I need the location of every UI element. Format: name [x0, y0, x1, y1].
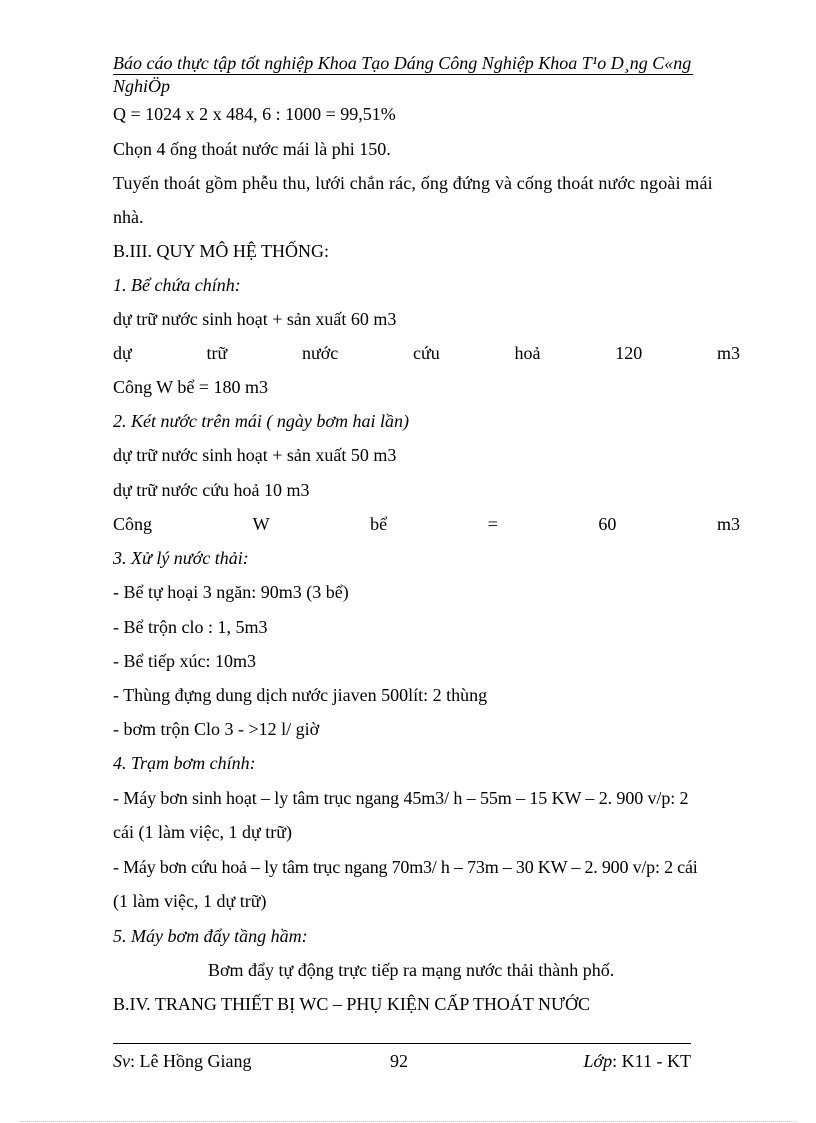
page-number: 92 — [390, 1051, 408, 1071]
running-header-continuation: NghiÖp — [113, 76, 171, 96]
student-name: : Lê Hồng Giang — [130, 1051, 252, 1071]
class-label: Lớp — [583, 1051, 613, 1071]
word: m3 — [716, 343, 740, 363]
drainage-line-2: nhà. — [113, 207, 144, 227]
word: hoả — [514, 343, 541, 363]
subheading-roof-tank: 2. Két nước trên mái ( ngày bơm hai lần) — [113, 411, 409, 431]
pump-item-1-line-2: cái (1 làm việc, 1 dự trữ) — [113, 822, 292, 842]
pump-item-1-line-1: - Máy bơn sinh hoạt – ly tâm trục ngang 45m3/ h – 55m – 15 KW – 2. 900 v/p: 2 — [113, 788, 689, 808]
wastewater-item: - Bể trộn clo : 1, 5m3 — [113, 617, 268, 637]
word: trữ — [206, 343, 228, 363]
pipe-choice-line: Chọn 4 ống thoát nước mái là phi 150. — [113, 139, 391, 159]
word: 120 — [615, 343, 643, 363]
page-edge-dotted-line — [20, 1121, 796, 1122]
wastewater-item: - Bể tự hoại 3 ngăn: 90m3 (3 bể) — [113, 582, 349, 602]
main-tank-line-1: dự trữ nước sinh hoạt + sản xuất 60 m3 — [113, 309, 397, 329]
subheading-main-tank: 1. Bể chứa chính: — [113, 275, 241, 295]
word: m3 — [716, 514, 740, 534]
drainage-line-1: Tuyến thoát gồm phễu thu, lưới chắn rác, ống đứng và cống thoát nước ngoài mái — [113, 173, 713, 193]
section-heading-b4: B.IV. TRANG THIẾT BỊ WC – PHỤ KIỆN CẤP THOÁT NƯỚC — [113, 994, 590, 1014]
wastewater-item: - bơm trộn Clo 3 - >12 l/ giờ — [113, 719, 320, 739]
roof-tank-line-3 — [113, 513, 740, 535]
running-header: Báo cáo thực tập tốt nghiệp Khoa Tạo Dáng Công Nghiệp Khoa T¹o D¸ng C«ng — [113, 53, 692, 73]
formula-line: Q = 1024 x 2 x 484, 6 : 1000 = 99,51% — [113, 104, 396, 124]
student-info — [113, 1050, 251, 1072]
class-value: : K11 - KT — [612, 1051, 691, 1071]
main-tank-line-2 — [113, 342, 740, 364]
word: dự — [113, 343, 132, 363]
word: 60 — [598, 514, 617, 534]
roof-tank-line-2: dự trữ nước cứu hoả 10 m3 — [113, 480, 310, 500]
pump-item-2-line-1: - Máy bơn cứu hoả – ly tâm trục ngang 70m3/ h – 73m – 30 KW – 2. 900 v/p: 2 cái — [113, 857, 698, 877]
word: bể — [370, 514, 388, 534]
main-tank-line-3: Công W bể = 180 m3 — [113, 377, 268, 397]
word: cứu — [413, 343, 440, 363]
word: nước — [302, 343, 339, 363]
wastewater-item: - Thùng đựng dung dịch nước jiaven 500lít: 2 thùng — [113, 685, 488, 705]
subheading-basement-pump: 5. Máy bơm đẩy tầng hầm: — [113, 926, 308, 946]
roof-tank-line-1: dự trữ nước sinh hoạt + sản xuất 50 m3 — [113, 445, 397, 465]
subheading-wastewater: 3. Xử lý nước thải: — [113, 548, 249, 568]
section-heading-b3: B.III. QUY MÔ HỆ THỐNG: — [113, 241, 329, 261]
word: Công — [113, 514, 153, 534]
wastewater-item: - Bể tiếp xúc: 10m3 — [113, 651, 256, 671]
basement-pump-line: Bơm đẩy tự động trực tiếp ra mạng nước thải thành phố. — [208, 960, 615, 980]
subheading-pump-station: 4. Trạm bơm chính: — [113, 753, 256, 773]
word: W — [252, 514, 270, 534]
word: = — [487, 514, 498, 534]
pump-item-2-line-2: (1 làm việc, 1 dự trữ) — [113, 891, 267, 911]
student-label: Sv — [113, 1051, 130, 1071]
footer-divider — [113, 1043, 691, 1044]
class-info — [584, 1050, 691, 1072]
